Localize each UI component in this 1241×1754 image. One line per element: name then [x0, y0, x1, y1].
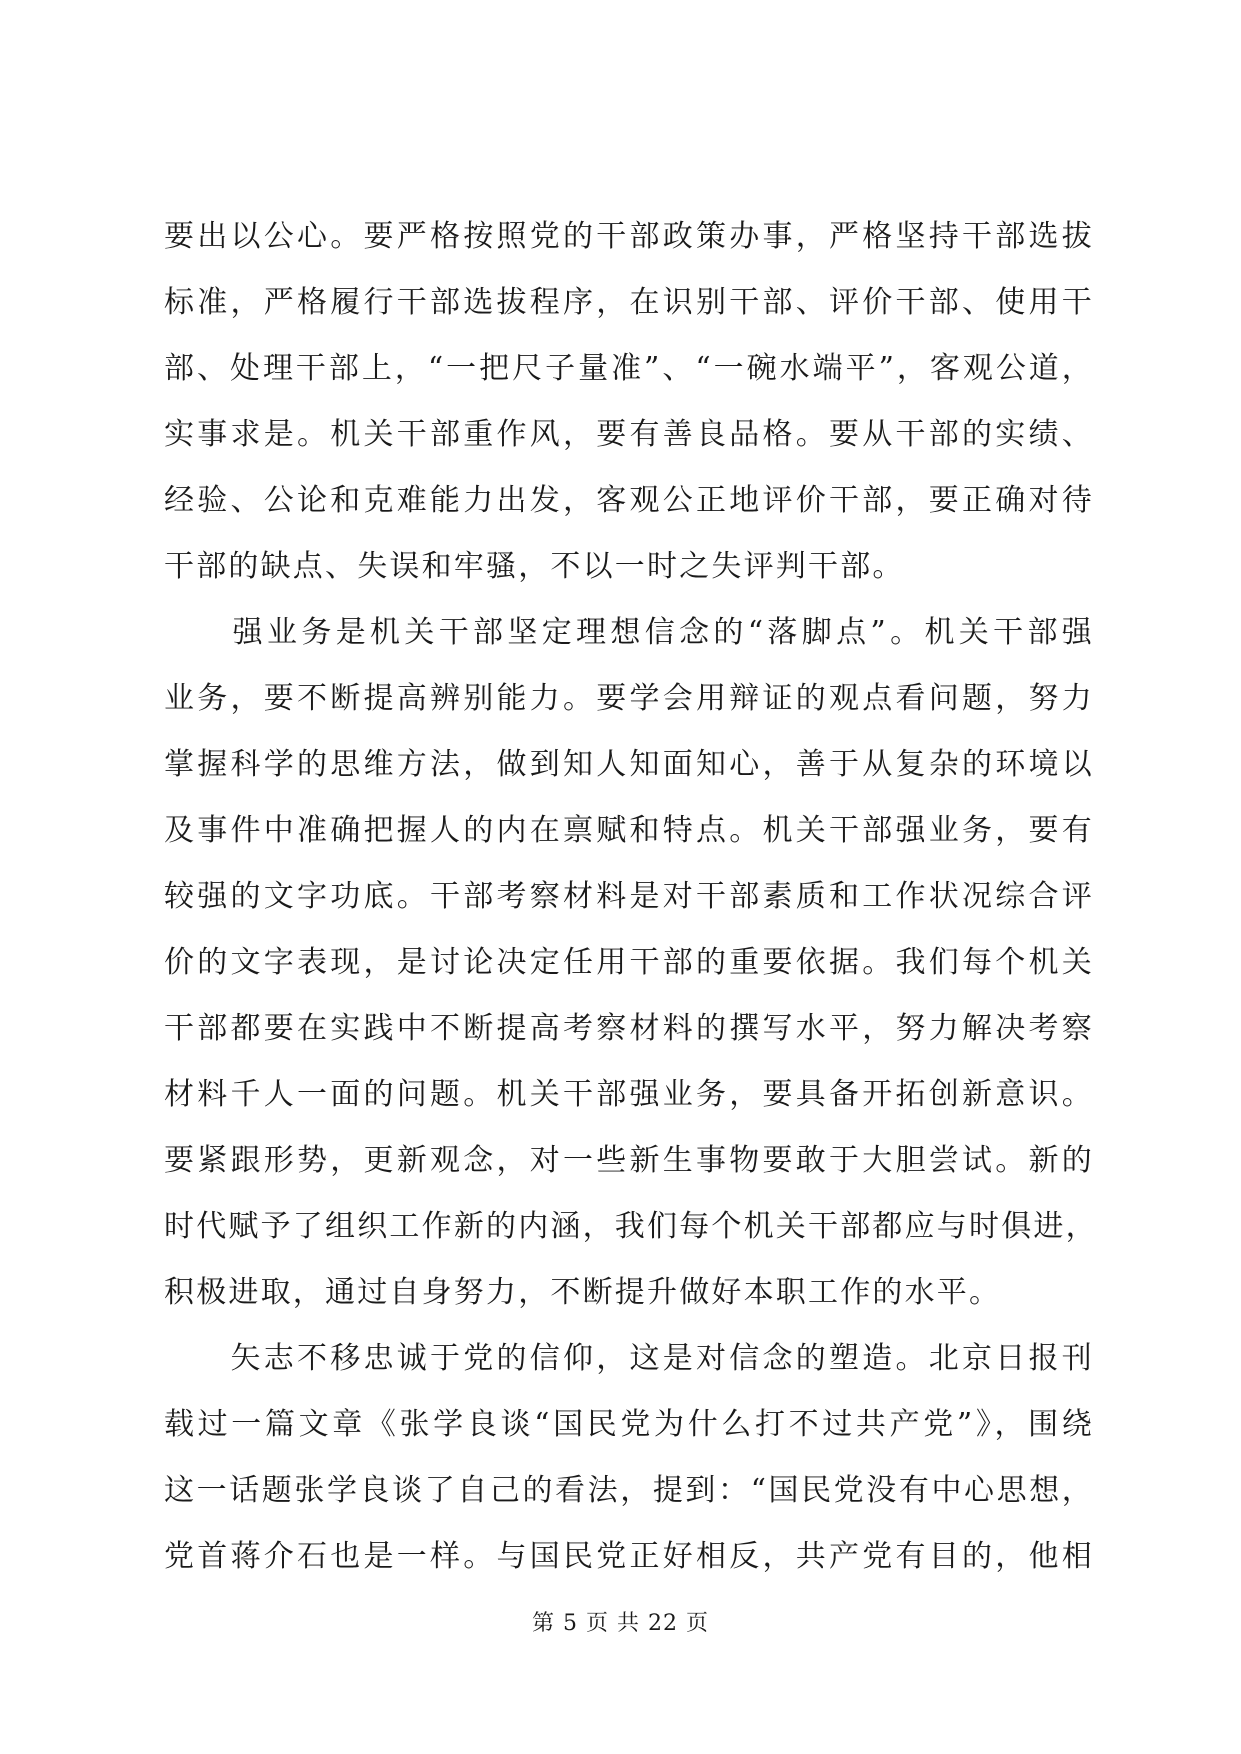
text-line: 干部的缺点、失误和牢骚，不以一时之失评判干部。 [164, 549, 905, 584]
text-line: 要紧跟形势，更新观念，对一些新生事物要敢于大胆尝试。新的 [164, 1143, 1094, 1178]
document-body [164, 204, 1098, 1590]
text-line: 积极进取，通过自身努力，不断提升做好本职工作的水平。 [164, 1275, 1002, 1310]
text-line: 较强的文字功底。干部考察材料是对干部素质和工作状况综合评 [164, 879, 1094, 914]
text-line: 实事求是。机关干部重作风，要有善良品格。要从干部的实绩、 [164, 417, 1094, 452]
text-line: 强业务是机关干部坚定理想信念的“落脚点”。机关干部强 [164, 615, 1094, 650]
text-line: 价的文字表现，是讨论决定任用干部的重要依据。我们每个机关 [164, 945, 1094, 980]
text-line: 及事件中准确把握人的内在禀赋和特点。机关干部强业务，要有 [164, 813, 1094, 848]
text-line: 材料千人一面的问题。机关干部强业务，要具备开拓创新意识。 [164, 1077, 1094, 1112]
text-line: 业务，要不断提高辨别能力。要学会用辩证的观点看问题，努力 [164, 681, 1094, 716]
text-line: 经验、公论和克难能力出发，客观公正地评价干部，要正确对待 [164, 483, 1094, 518]
text-line: 时代赋予了组织工作新的内涵，我们每个机关干部都应与时俱进， [164, 1209, 1098, 1244]
text-line: 干部都要在实践中不断提高考察材料的撰写水平，努力解决考察 [164, 1011, 1094, 1046]
page-number-footer: 第 5 页 共 22 页 [532, 1611, 709, 1636]
text-line: 矢志不移忠诚于党的信仰，这是对信念的塑造。北京日报刊 [164, 1341, 1094, 1376]
text-line: 载过一篇文章《张学良谈“国民党为什么打不过共产党”》，围绕 [164, 1407, 1094, 1442]
text-line: 这一话题张学良谈了自己的看法，提到：“国民党没有中心思想， [164, 1473, 1094, 1508]
text-line: 掌握科学的思维方法，做到知人知面知心，善于从复杂的环境以 [164, 747, 1094, 782]
text-line: 标准，严格履行干部选拔程序，在识别干部、评价干部、使用干 [164, 285, 1094, 320]
text-line: 党首蒋介石也是一样。与国民党正好相反，共产党有目的，他相 [164, 1539, 1094, 1574]
text-line: 要出以公心。要严格按照党的干部政策办事，严格坚持干部选拔 [164, 219, 1094, 254]
text-line: 部、处理干部上，“一把尺子量准”、“一碗水端平”，客观公道， [164, 351, 1094, 386]
